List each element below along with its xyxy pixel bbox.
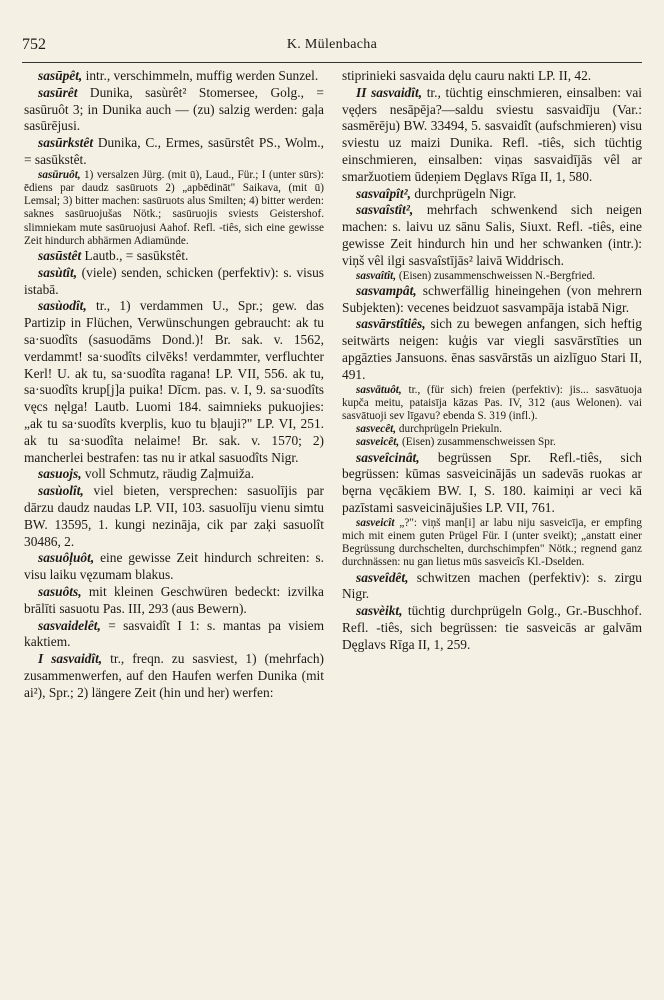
entry-definition: schwerfällig hineingehen (von mehrern Subjekten): vecenes beidzuot sasvampāja istabā Nigr. — [342, 282, 642, 315]
entry-definition: sich zu bewegen anfangen, sich heftig seitwärts neigen: kuģis var viegli sasvārstīties un apgāzties Jansuons. ēnas sasvārstās un aizlīguo Stari II, 491. — [342, 316, 642, 382]
entry-headword: sasūrêt — [38, 84, 78, 100]
entry-headword: sasuôts, — [38, 583, 82, 599]
entry-headword: sasveîcinât, — [356, 449, 420, 465]
entry-headword: sasveicêt, — [356, 436, 400, 449]
entry-headword: sasvaîpît², — [356, 185, 411, 201]
dictionary-entry — [24, 68, 324, 85]
entry-definition: tr., (für sich) freien (perfektiv): jis... sasvātuoja kupča meitu, pataisīja kāzas Pas. IV, 312 (aus Welonen). vai sasvātuoji sev līgavu? ebenda S. 319 (infl.). — [342, 383, 642, 422]
entry-headword: sasūrkstêt — [38, 135, 94, 151]
entry-headword: sasūpêt, — [38, 68, 83, 83]
dictionary-entry — [342, 570, 642, 604]
entry-headword: sasūstêt — [38, 248, 82, 263]
dictionary-entry — [24, 169, 324, 248]
dictionary-entry — [24, 265, 324, 299]
entry-definition: tr., 1) verdammen U., Spr.; gew. das Partizip in Flüchen, Verwünschungen gebraucht: ak tu sa·suodîts (sasuodāms Dond.)! Br. sak. v. 1562, verdammt! sa·suodîts cilvēks! verdammter, verfluchter Kerl! U. ak tu, sa·suodîta ragana! LP. VII, 556. ak tu, sa·suodîts krup[j]a puika! Dīcm. pas. v. I, 9. sa·suodîts vęcs nęlga! Lautb. Luomi 184. saimnieks pukuojies: „ak tu sa·suodîts kverplis, kuo tu bļauji?" LP. VI, 251. ak tu sa·suodîta nelaime! Br. sak. v. 1570; 2) mancherlei bestrafen: tas nu ir atkal sasuodîts Nigr. — [24, 298, 324, 465]
entry-headword: sasvātuôt, — [356, 383, 402, 396]
entry-definition: durchprügeln Priekuln. — [396, 423, 503, 436]
entry-definition: stiprinieki sasvaida dęlu cauru nakti LP. II, 42. — [342, 68, 592, 83]
entry-definition: eine gewisse Zeit hindurch schreiten: s. visu laiku vęzumam blakus. — [24, 550, 324, 583]
entry-definition: „?": viņš man[i] ar labu niju sasveicīja, er empfing mich mit einem guten Prügel Für. I (unter sveikt); „anstatt einer Begrüssung durchschelten, durchschimpfen" Nötk.; regnend ganz durchnässen: nu gan lietus mūs sasveicîs Kl.-Dselden. — [342, 516, 642, 569]
dictionary-entry — [342, 384, 642, 424]
homonym-number: I — [38, 651, 52, 667]
dictionary-entry — [342, 270, 642, 283]
dictionary-entry — [342, 283, 642, 317]
entry-definition: viel bieten, versprechen: sasuolījis par dārzu daudz naudas LP. VII, 103. sasuolīju vienu simtu BW. 13595, 1. kungi nezināja, cik par zaķi sasuolît 30486, 2. — [24, 483, 324, 549]
dictionary-entry — [342, 316, 642, 383]
right-column — [342, 68, 642, 654]
entry-definition: intr., verschimmeln, muffig werden Sunzel. — [82, 68, 319, 83]
entry-headword: sasuojs, — [38, 466, 82, 482]
entry-headword: sasuôļuôt, — [38, 550, 95, 566]
page-number: 752 — [22, 36, 46, 53]
left-column — [24, 68, 324, 702]
dictionary-entry — [342, 68, 642, 85]
entry-headword: sasvaidît, — [371, 84, 423, 100]
dictionary-entry — [342, 423, 642, 436]
entry-headword: sasvaîtît, — [356, 269, 397, 282]
dictionary-entry — [24, 618, 324, 652]
entry-definition: Dunika, C., Ermes, sasūrstêt PS., Wolm., = sasūkstêt. — [24, 135, 324, 167]
dictionary-entry — [342, 186, 642, 203]
dictionary-entry — [24, 483, 324, 550]
dictionary-entry — [342, 450, 642, 517]
entry-definition: schwitzen machen (perfektiv): s. zirgu Nigr. — [342, 569, 642, 602]
page-header — [22, 36, 642, 58]
entry-headword: sasvaidît, — [51, 651, 103, 667]
entry-headword: sasveîdêt, — [356, 569, 409, 585]
dictionary-entry — [24, 298, 324, 466]
entry-headword: sasveicît — [356, 516, 395, 529]
entry-definition: (Eisen) zusammenschweissen Spr. — [399, 436, 556, 449]
entry-definition: tr., freqn. zu sasviest, 1) (mehrfach) zusammenwerfen, auf den Haufen werfen Dunika (mit ai²), Spr.; 2) längere Zeit (hin und her) werfen: — [24, 651, 324, 700]
entry-definition: tüchtig durchprügeln Golg., Gr.-Buschhof. Refl. -tiês, sich begrüssen: tie sasveicās ar galvām Dęglavs Rīga II, 1, 259. — [342, 603, 642, 652]
dictionary-entry — [342, 85, 642, 186]
entry-definition: = sasvaidît I 1: s. mantas pa visiem kaktiem. — [24, 617, 324, 650]
dictionary-entry — [24, 85, 324, 135]
entry-definition: durchprügeln Nigr. — [410, 185, 517, 201]
entry-definition: mit kleinen Geschwüren bedeckt: izvilka brālīti sasuotu Pas. III, 293 (aus Bewern). — [24, 583, 324, 616]
entry-definition: voll Schmutz, räudig Zaļmuiža. — [81, 466, 255, 482]
dictionary-entry — [342, 202, 642, 269]
dictionary-entry — [342, 436, 642, 449]
entry-definition: tr., tüchtig einschmieren, einsalben: vai vęḑers nesāpēja?—saldu sviestu sasvaidīju (Var.: sasmērēju) BW. 33494, 5. sasvaidît (aufschmieren) visu sviestu uz maizi Dunika. Refl. -tiês, sich tüchtig einschmieren, einsalben: viņas sasvaidījās vêl ar smaržuotiem ūdeņiem Dęglavs Rīga II, 1, 580. — [342, 84, 642, 184]
entry-headword: sasvaidelêt, — [38, 617, 101, 633]
entry-definition: mehrfach schwenkend sich neigen machen: s. laivu uz sānu Salis, Siuxt. Refl. -tiês, eine gewisse Zeit hindurch hin und her schwanken (intr.): viņš vêl ilgi sasvaîstījās² laivā Widdrisch. — [342, 202, 642, 268]
entry-headword: sasūruôt, — [38, 168, 81, 181]
entry-headword: sasvampât, — [356, 282, 417, 298]
dictionary-entry — [24, 651, 324, 701]
entry-headword: sasùodît, — [38, 298, 87, 314]
entry-definition: Dunika, sasùrêt² Stomersee, Golg., = sasūruôt 3; in Dunika auch — (zu) salzig werden: gaļa sasūrējusi. — [24, 84, 324, 134]
entry-definition: 1) versalzen Jürg. (mit ū), Laud., Für.; I (unter sūrs): ēdiens par daudz sasūruots 2) „apbēdināt" Saikava, (mit ū) Lemsal; 3) bitter machen: sasūruots alus Smilten; 4) bitter werden: saknes sasūruojušas Nötk.; sasūruojis sviests Geistershof. slimniekam mute sasūruojusi Aahof. Refl. -tiês, sich eine gewisse Zeit hindurch abhärmen Adiamünde. — [24, 168, 324, 247]
running-head: K. Mülenbacha — [286, 37, 378, 52]
entry-definition: begrüssen Spr. Refl.-tiês, sich begrüssen: kūmas sasveicinājās un sadevās ruokas ar bęrna vęcākiem BW. I, S. 180. kaimiņi ar veci kā pazīstami sasveicinājušies LP. VII, 761. — [342, 449, 642, 515]
entry-headword: sasvecêt, — [356, 423, 397, 436]
entry-headword: sasvaîstît², — [356, 202, 414, 218]
dictionary-entry — [24, 550, 324, 584]
entry-headword: sasvèikt, — [356, 603, 403, 619]
dictionary-entry — [24, 466, 324, 483]
dictionary-entry — [342, 517, 642, 570]
entry-definition: (Eisen) zusammenschweissen N.-Bergfried. — [396, 269, 596, 282]
header-rule — [22, 62, 642, 63]
entry-definition: (viele) senden, schicken (perfektiv): s. visus istabā. — [24, 264, 324, 297]
dictionary-entry — [342, 603, 642, 653]
dictionary-entry — [24, 248, 324, 265]
entry-headword: sasvārstîtiês, — [356, 316, 426, 332]
entry-headword: sasùtît, — [38, 264, 78, 280]
homonym-number: II — [356, 84, 372, 100]
entry-definition: Lautb., = sasūkstêt. — [81, 248, 189, 263]
dictionary-entry — [24, 584, 324, 618]
entry-headword: sasùolît, — [38, 483, 84, 499]
dictionary-entry — [24, 135, 324, 169]
